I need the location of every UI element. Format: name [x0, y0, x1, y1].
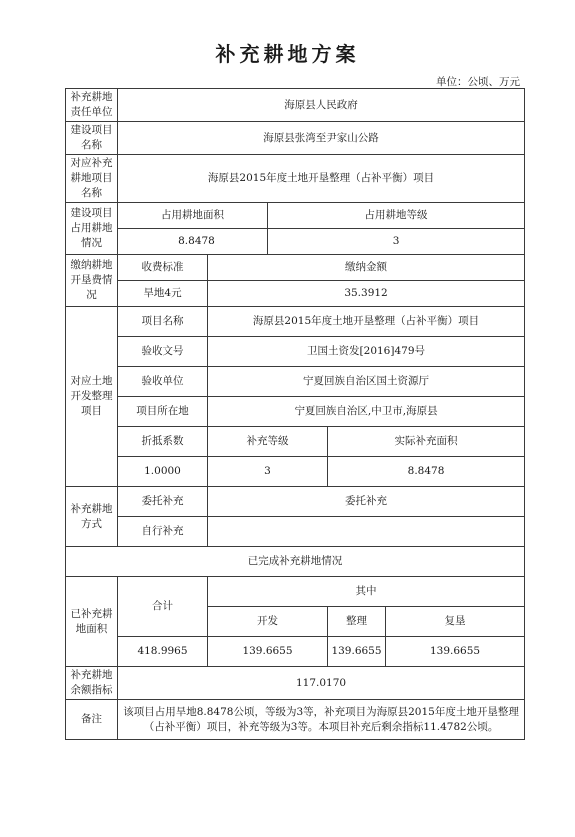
method-entrust-label: 委托补充 — [118, 487, 208, 517]
fee-amount-value: 35.3912 — [208, 281, 525, 307]
fuken-header: 复垦 — [386, 607, 525, 637]
occupy-grade-header: 占用耕地等级 — [268, 203, 525, 229]
row-occupy-values — [66, 229, 525, 255]
project-value: 海原县张湾至尹家山公路 — [118, 122, 525, 155]
total-header: 合计 — [118, 577, 208, 637]
row-fee-values — [66, 281, 525, 307]
dev-unit-label: 验收单位 — [118, 367, 208, 397]
dev-area-label: 实际补充面积 — [328, 427, 525, 457]
project-label: 建设项目名称 — [66, 122, 118, 155]
dev-grade-value: 3 — [208, 457, 328, 487]
row-done-top — [66, 577, 525, 607]
row-fee-header — [66, 255, 525, 281]
zhengli-value: 139.6655 — [328, 637, 386, 667]
balance-label: 补充耕地余额指标 — [66, 667, 118, 700]
row-balance — [66, 667, 525, 700]
row-dev-factor-values — [66, 457, 525, 487]
fee-standard-header: 收费标准 — [118, 255, 208, 281]
row-project — [66, 122, 525, 155]
responsible-label: 补充耕地责任单位 — [66, 89, 118, 122]
completed-header: 已完成补充耕地情况 — [66, 547, 525, 577]
row-dev-factor-header — [66, 427, 525, 457]
row-target — [66, 155, 525, 203]
row-dev-doc — [66, 337, 525, 367]
target-label: 对应补充耕地项目名称 — [66, 155, 118, 203]
row-dev-name — [66, 307, 525, 337]
row-method-entrust — [66, 487, 525, 517]
kaifa-header: 开发 — [208, 607, 328, 637]
dev-loc-value: 宁夏回族自治区,中卫市,海原县 — [208, 397, 525, 427]
supplement-plan-table — [65, 88, 525, 740]
dev-doc-value: 卫国土资发[2016]479号 — [208, 337, 525, 367]
row-occupy-header — [66, 203, 525, 229]
row-responsible — [66, 89, 525, 122]
method-self-value — [208, 517, 525, 547]
total-value: 418.9965 — [118, 637, 208, 667]
occupy-grade-value: 3 — [268, 229, 525, 255]
row-dev-loc — [66, 397, 525, 427]
occupy-label: 建设项目占用耕地情况 — [66, 203, 118, 255]
dev-doc-label: 验收文号 — [118, 337, 208, 367]
method-label: 补充耕地方式 — [66, 487, 118, 547]
method-entrust-value: 委托补充 — [208, 487, 525, 517]
dev-factor-value: 1.0000 — [118, 457, 208, 487]
fee-standard-value: 旱地4元 — [118, 281, 208, 307]
done-label: 已补充耕地面积 — [66, 577, 118, 667]
kaifa-value: 139.6655 — [208, 637, 328, 667]
dev-area-value: 8.8478 — [328, 457, 525, 487]
dev-unit-value: 宁夏回族自治区国土资源厅 — [208, 367, 525, 397]
fuken-value: 139.6655 — [386, 637, 525, 667]
dev-grade-label: 补充等级 — [208, 427, 328, 457]
among-header: 其中 — [208, 577, 525, 607]
zhengli-header: 整理 — [328, 607, 386, 637]
method-self-label: 自行补充 — [118, 517, 208, 547]
document-title: 补充耕地方案 — [215, 42, 360, 66]
occupy-area-header: 占用耕地面积 — [118, 203, 268, 229]
dev-label: 对应土地开发整理项目 — [66, 307, 118, 487]
balance-value: 117.0170 — [118, 667, 525, 700]
occupy-area-value: 8.8478 — [118, 229, 268, 255]
remark-value: 该项目占用旱地8.8478公顷，等级为3等，补充项目为海原县2015年度土地开垦整理（占补平衡）项目，补充等级为3等。本项目补充后剩余指标11.4782公顷。 — [118, 700, 525, 740]
dev-name-label: 项目名称 — [118, 307, 208, 337]
dev-factor-label: 折抵系数 — [118, 427, 208, 457]
responsible-value: 海原县人民政府 — [118, 89, 525, 122]
unit-note: 单位：公顷、万元 — [436, 76, 520, 88]
target-value: 海原县2015年度土地开垦整理（占补平衡）项目 — [118, 155, 525, 203]
dev-name-value: 海原县2015年度土地开垦整理（占补平衡）项目 — [208, 307, 525, 337]
row-dev-unit — [66, 367, 525, 397]
dev-loc-label: 项目所在地 — [118, 397, 208, 427]
row-method-self — [66, 517, 525, 547]
remark-label: 备注 — [66, 700, 118, 740]
fee-label: 缴纳耕地开垦费情况 — [66, 255, 118, 307]
row-done-values — [66, 637, 525, 667]
row-remark — [66, 700, 525, 740]
fee-amount-header: 缴纳金额 — [208, 255, 525, 281]
row-completed-header — [66, 547, 525, 577]
